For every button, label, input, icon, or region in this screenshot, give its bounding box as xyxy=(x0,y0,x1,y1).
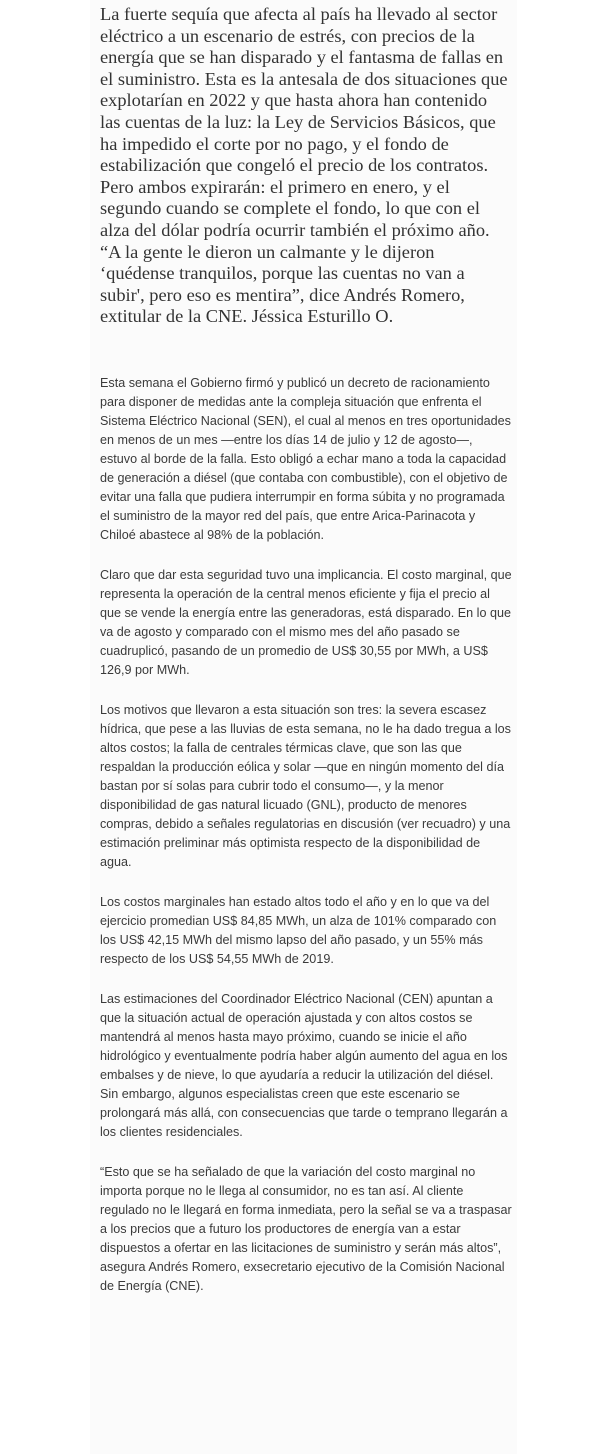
article-body xyxy=(100,374,512,1296)
article-paragraph: Esta semana el Gobierno firmó y publicó un decreto de racionamiento para disponer de medidas ante la compleja situación que enfrenta el Sistema Eléctrico Nacional (SEN), el cual al menos en tres oportunidades en menos de un mes —entre los días 14 de julio y 12 de agosto—, estuvo al borde de la falla. Esto obligó a echar mano a toda la capacidad de generación a diésel (que contaba con combustible), con el objetivo de evitar una falla que pudiera interrumpir en forma súbita y no programada el suministro de la mayor red del país, que entre Arica-Parinacota y Chiloé abastece al 98% de la población. xyxy=(100,375,511,542)
article-paragraph: Claro que dar esta seguridad tuvo una implicancia. El costo marginal, que representa la operación de la central menos eficiente y fija el precio al que se vende la energía entre las generadoras, está disparado. En lo que va de agosto y comparado con el mismo mes del año pasado se cuadruplicó, pasando de un promedio de US$ 30,55 por MWh, a US$ 126,9 por MWh. xyxy=(100,567,512,677)
article xyxy=(90,0,517,1454)
article-paragraph: Los motivos que llevaron a esta situación son tres: la severa escasez hídrica, que pese a las lluvias de esta semana, no le ha dado tregua a los altos costos; la falla de centrales térmicas clave, que son las que respaldan la producción eólica y solar —que en ningún momento del día bastan por sí solas para cubrir todo el consumo—, y la menor disponibilidad de gas natural licuado (GNL), producto de menores compras, debido a señales regulatorias en discusión (ver recuadro) y una estimación preliminar más optimista respecto de la disponibilidad de agua. xyxy=(100,702,511,869)
article-paragraph: Los costos marginales han estado altos todo el año y en lo que va del ejercicio promedian US$ 84,85 MWh, un alza de 101% comparado con los US$ 42,15 MWh del mismo lapso del año pasado, y un 55% más respecto de los US$ 54,55 MWh de 2019. xyxy=(100,894,497,966)
article-paragraph: “Esto que se ha señalado de que la variación del costo marginal no importa porque no le llega al consumidor, no es tan así. Al cliente regulado no le llegará en forma inmediata, pero la señal se va a traspasar a los precios que a futuro los productores de energía van a estar dispuestos a ofertar en las licitaciones de suministro y serán más altos”, asegura Andrés Romero, exsecretario ejecutivo de la Comisión Nacional de Energía (CNE). xyxy=(100,1164,512,1293)
article-paragraph: Las estimaciones del Coordinador Eléctrico Nacional (CEN) apuntan a que la situación actual de operación ajustada y con altos costos se mantendrá al menos hasta mayo próximo, cuando se inicie el año hidrológico y eventualmente podría haber algún aumento del agua en los embalses y de nieve, lo que ayudaría a reducir la utilización del diésel. Sin embargo, algunos especialistas creen que este escenario se prolongará más allá, con consecuencias que tarde o temprano llegarán a los clientes residenciales. xyxy=(100,991,508,1139)
article-lead: La fuerte sequía que afecta al país ha llevado al sector eléctrico a un escenario de estrés, con precios de la energía que se han disparado y el fantasma de fallas en el suministro. Esta es la antesala de dos situaciones que explotarían en 2022 y que hasta ahora han contenido las cuentas de la luz: la Ley de Servicios Básicos, que ha impedido el corte por no pago, y el fondo de estabilización que congeló el precio de los contratos. Pero ambos expirarán: el primero en enero, y el segundo cuando se complete el fondo, lo que con el alza del dólar podría ocurrir también el próximo año. “A la gente le dieron un calmante y le dijeron ‘quédense tranquilos, porque las cuentas no van a subir', pero eso es mentira”, dice Andrés Romero, extitular de la CNE. Jéssica Esturillo O. xyxy=(100,4,508,327)
